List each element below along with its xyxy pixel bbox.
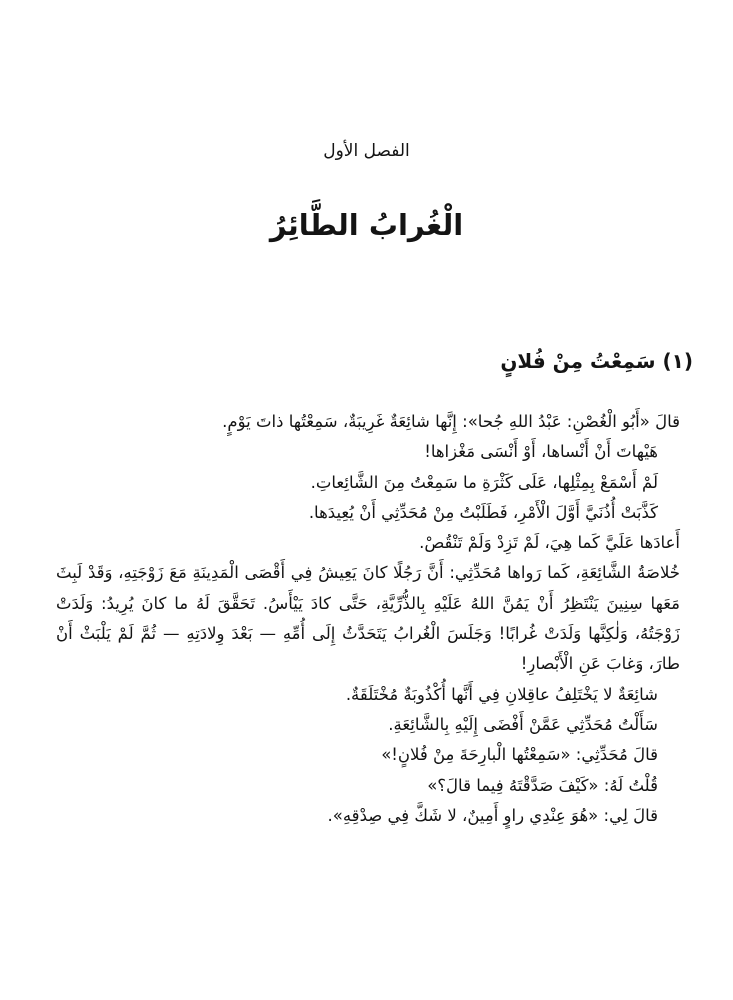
paragraph: كَذَّبَتْ أُذُنَيَّ أَوَّلَ الْأَمْرِ، فَطَلَبْتُ مِنْ مُحَدِّثِي أَنْ يُعِيدَها. [308,502,658,522]
paragraph: قالَ مُحَدِّثِي: «سَمِعْتُها الْبارِحَةَ مِنْ فُلانٍ!» [381,745,658,765]
paragraph: قُلْتُ لَهُ: «كَيْفَ صَدَّقْتَهُ فِيما قالَ؟» [427,775,658,795]
paragraph: قالَ «أَبُو الْغُصْنِ: عَبْدُ اللهِ جُحا»: إِنَّها شائِعَةٌ غَرِيبَةٌ، سَمِعْتُها ذاتَ يَوْمٍ. [222,412,680,431]
paragraph: قالَ لِي: «هُوَ عِنْدِي راوٍ أَمِينٌ، لا شَكَّ فِي صِدْقِهِ». [327,805,658,825]
paragraph: سَأَلْتُ مُحَدِّثِي عَمَّنْ أَفْضَى إِلَيْهِ بِالشَّائِعَةِ. [388,714,658,734]
body-text [56,407,680,831]
paragraph: لَمْ أَسْمَعْ بِمِثْلِها، عَلَى كَثْرَةِ ما سَمِعْتُ مِنَ الشَّائِعاتِ. [310,472,658,492]
paragraph: أَعادَها عَلَيَّ كَما هِيَ، لَمْ تَزِدْ وَلَمْ تَنْقُصْ. [419,533,680,553]
section-heading: (١) سَمِعْتُ مِنْ فُلانٍ [500,349,693,373]
paragraph: هَيْهاتَ أَنْ أَنْساها، أَوْ أَنْسَى مَغْزاها! [424,442,658,462]
chapter-title: الْغُرابُ الطَّائِرُ [269,208,464,242]
chapter-label: الفصل الأول [323,141,410,161]
paragraph: شائِعَةٌ لا يَخْتَلِفُ عاقِلانِ فِي أَنَّها أُكْذُوبَةٌ مُخْتَلَقَةٌ. [345,684,658,704]
paragraph: خُلاصَةُ الشَّائِعَةِ، كَما رَواها مُحَدِّثِي: أَنَّ رَجُلًا كانَ يَعِيشُ فِي أَقْصَى الْمَدِينَةِ مَعَ زَوْجَتِهِ، وَقَدْ لَبِثَ مَعَها سِنِينَ يَنْتَظِرُ أَنْ يَمُنَّ اللهُ عَلَيْهِ بِالذُّرِّيَّةِ، حَتَّى كادَ يَيْأَسُ. تَحَقَّقَ لَهُ ما كانَ يُرِيدُ: وَلَدَتْ زَوْجَتُهُ، وَلٰكِنَّها وَلَدَتْ غُرابًا! وَجَلَسَ الْغُرابُ يَتَحَدَّثُ إِلَى أُمِّهِ — بَعْدَ وِلادَتِهِ — ثُمَّ لَمْ يَلْبَثْ أَنْ طارَ، وَغابَ عَنِ الْأَبْصارِ! [56,563,680,674]
